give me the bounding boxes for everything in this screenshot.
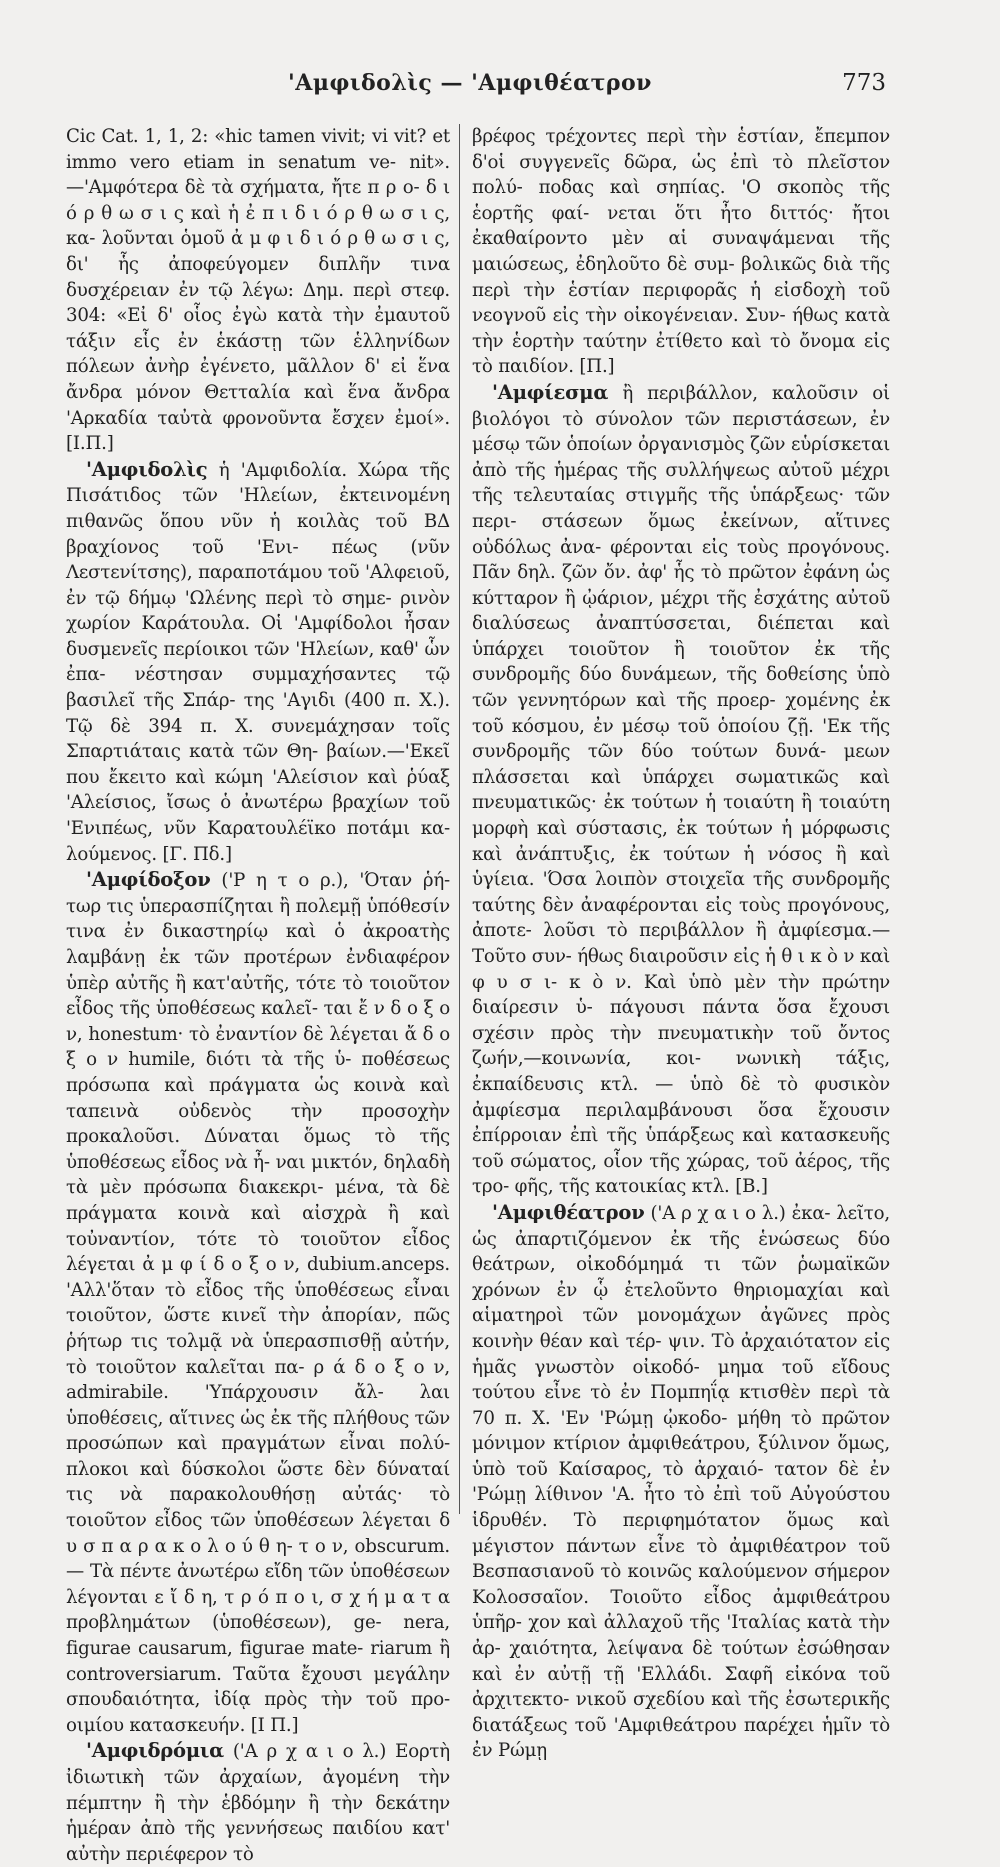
entry-text: ἢ περιβάλλον, καλοῦσιν οἱ βιολόγοι τὸ σύνολον τῶν περιστάσεων, ἐν μέσῳ τῶν ὁποίων ὀργανισμὸς ζῶν εὑρίσκεται ἀπὸ τῆς ἡμέρας τῆς συλλήψεως αὐτοῦ μέχρι τῆς τελευταίας στιγμῆς τῆς ὑπάρξεως· τῶν περι- στάσεων ὅμως ἐκείνων, αἵτινες οὐδόλως ἀνα- φέρονται εἰς τοὺς προγόνους. Πᾶν δηλ. ζῶν ὄν. ἀφ' ἧς τὸ πρῶτον ἐφάνη ὡς κύτταρον ἢ ᾠάριον, μέχρι τῆς ἐσχάτης αὐτοῦ διαλύσεως ἀναπτύσσεται, διέπεται καὶ ὑπάρχει τοιοῦτον ἢ τοιοῦτον ἐκ τῆς συνδρομῆς δύο δυνάμεων, τῆς δοθείσης ὑπὸ τῶν γεννητόρων καὶ τῆς προερ- χομένης ἐκ τοῦ κόσμου, ἐν μέσῳ τοῦ ὁποίου ζῇ. 'Εκ τῆς συνδρομῆς τῶν δύο τούτων δυνά- μεων πλάσσεται καὶ ὑπάρχει σωματικῶς καὶ πνευματικῶς· ἐκ τούτων ἡ τοιαύτη ἢ τοιαύτη μορφὴ καὶ σύστασις, ἐκ τούτων ἡ μόρφωσις καὶ ἀνάπτυξις, ἐκ τούτων ἡ νόσος ἢ καὶ ὑγίεια. 'Όσα λοιπὸν στοιχεῖα τῆς συνδρομῆς ταύτης δὲν ἀναφέρονται εἰς τοὺς προγόνους, ἀποτε- λοῦσι τὸ περιβάλλον ἢ ἀμφίεσμα.—Τοῦτο συν- ήθως διαιροῦσιν εἰς ἡ θ ι κ ὸ ν καὶ φ υ σ ι- κ ὸ ν. Καὶ ὑπὸ μὲν τὴν πρώτην διαίρεσιν ὑ- πάγουσι πάντα ὅσα ἔχουσι σχέσιν πρὸς τὴν πνευματικὴν τοῦ ὄντος ζωήν,—κοινωνία, κοι- νωνικὴ τάξις, ἐκπαίδευσις κτλ. — ὑπὸ δὲ τὸ φυσικὸν ἀμφίεσμα περιλαμβάνουσι ὅσα ἔχουσιν ἐπίρροιαν ἐπὶ τῆς ὑπάρξεως καὶ κατασκευῆς τοῦ σώματος, οἷον τῆς χώρας, τοῦ ἀέρος, τῆς τρο- φῆς, τῆς κατοικίας κτλ. [Β.] bbox=[472, 382, 890, 1198]
entry-text: ('Α ρ χ α ι ο λ.) ἐκα- λεῖτο, ὡς ἀπαρτιζόμενον ἐκ τῆς ἑνώσεως δύο θεάτρων, οἰκοδόμημά τι τῶν ῥωμαϊκῶν χρόνων ἐν ᾧ ἐτελοῦντο θηριομαχίαι καὶ αἱματηροὶ τῶν μονομάχων ἀγῶνες πρὸς κοινὴν θέαν καὶ τέρ- ψιν. Τὸ ἀρχαιότατον εἰς ἡμᾶς γνωστὸν οἰκοδό- μημα τοῦ εἴδους τούτου εἶνε τὸ ἐν Πομπηΐᾳ κτισθὲν περὶ τὰ 70 π. Χ. 'Εν 'Ρώμῃ ᾠκοδο- μήθη τὸ πρῶτον μόνιμον κτίριον ἀμφιθεάτρου, ξύλινον ὅμως, ὑπὸ τοῦ Καίσαρος, τὸ ἀρχαιό- τατον δὲ ἐν 'Ρώμῃ λίθινον 'Α. ἦτο τὸ ἐπὶ τοῦ Αὐγούστου ἱδρυθέν. Τὸ περιφημότατον ὅμως καὶ μέγιστον πάντων εἶνε τὸ ἀμφιθέατρον τοῦ Βεσπασιανοῦ τὸ κοινῶς καλούμενον σήμερον Κολοσσαῖον. Τοιοῦτο εἶδος ἀμφιθεάτρου ὑπῆρ- χον καὶ ἀλλαχοῦ τῆς 'Ιταλίας κατὰ τὴν ἀρ- χαιότητα, λείψανα δὲ τούτων ἐσώθησαν καὶ ἐν αὐτῇ τῇ 'Ελλάδι. Σαφῆ εἰκόνα τοῦ ἀρχιτεκτο- νικοῦ σχεδίου καὶ τῆς ἐσωτερικῆς διατάξεως τοῦ 'Αμφιθεάτρου παρέχει ἡμῖν τὸ ἐν Ρώμῃ bbox=[472, 1202, 890, 1762]
headword: 'Αμφίδοξον bbox=[86, 868, 211, 892]
entry-continuation: Cic Cat. 1, 1, 2: «hic tamen vivit; vi vit? et immo vero etiam in senatum ve- nit».—'Αμφότερα δὲ τὰ σχήματα, ἤτε π ρ ο- δ ι ό ρ θ ω σ ι ς καὶ ἡ ἐ π ι δ ι ό ρ θ ω σ ι ς, κα- λοῦνται ὁμοῦ ἀ μ φ ι δ ι ό ρ θ ω σ ι ς, δι' ἧς ἀποφεύγομεν διπλῆν τινα δυσχέρειαν ἐν τῷ λέγω: Δημ. περὶ στεφ. 304: «Εἰ δ' οἷος ἐγὼ κατὰ τὴν ἐμαυτοῦ τάξιν εἷς ἐν ἑκάστῃ τῶν ἑλληνίδων πόλεων ἀνὴρ ἐγένετο, μᾶλλον δ' εἰ ἕνα ἄνδρα μόνον Θετταλία καὶ ἕνα ἄνδρα 'Αρκαδία ταὐτὰ φρονοῦντα ἔσχεν ἐμοί». [Ι.Π.] bbox=[66, 126, 450, 455]
entry-text: ('Α ρ χ α ι ο λ.) Εορτὴ ἰδιωτικὴ τῶν ἀρχαίων, ἀγομένη τὴν πέμπτην ἢ τὴν ἑβδόμην ἢ τὴν δεκάτην ἡμέραν ἀπὸ τῆς γεννήσεως παιδίου κατ' αὐτὴν περιέφερον τὸ bbox=[66, 1741, 450, 1865]
headword: 'Αμφίεσμα bbox=[492, 380, 609, 404]
headword: 'Αμφιδολὶς bbox=[86, 457, 208, 481]
left-column bbox=[66, 124, 450, 1865]
entry-amfitheatron bbox=[472, 1200, 890, 1764]
entry-continuation: βρέφος τρέχοντες περὶ τὴν ἑστίαν, ἔπεμπον δ'οἱ συγγενεῖς δῶρα, ὡς ἐπὶ τὸ πλεῖστον πολύ- ποδας καὶ σηπίας. 'Ο σκοπὸς τῆς ἑορτῆς φαί- νεται ὅτι ἦτο διττός· ἤτοι ἐκαθαίροντο μὲν αἱ συναψάμεναι τῆς μαιώσεως, ἐδηλοῦτο δὲ συμ- βολικῶς διὰ τῆς περὶ τὴν ἑστίαν περιφορᾶς ἡ εἰσδοχὴ τοῦ νεογνοῦ εἰς τὴν οἰκογένειαν. Συν- ήθως κατὰ τὴν ἑορτὴν ταύτην ἐτίθετο καὶ τὸ ὄνομα εἰς τὸ παιδίον. [Π.] bbox=[472, 126, 890, 378]
entry-amfidoxon bbox=[66, 867, 450, 1738]
running-head bbox=[0, 66, 1000, 106]
headword: 'Αμφιδρόμια bbox=[86, 1739, 224, 1763]
running-title: 'Αμφιδολὶς — 'Αμφιθέατρον bbox=[288, 70, 652, 96]
entry-amfiesma bbox=[472, 380, 890, 1200]
entry-amfidolis bbox=[66, 457, 450, 868]
entry-text: ('Ρ η τ ο ρ.), 'Όταν ῥή- τωρ τις ὑπερασπίζηται ἢ πολεμῇ ὑπόθεσίν τινα ἐν δικαστηρίῳ καὶ ὁ ἀκροατὴς λαμβάνῃ ἐκ τῶν προτέρων ἐνδιαφέρον ὑπὲρ αὐτῆς ἢ κατ'αὐτῆς, τότε τὸ τοιοῦτον εἶδος τῆς ὑποθέσεως καλεῖ- ται ἔ ν δ ο ξ ο ν, honestum· τὸ ἐναντίον δὲ λέγεται ἄ δ ο ξ ο ν humile, διότι τὰ τῆς ὑ- ποθέσεως πρόσωπα καὶ πράγματα ὡς κοινὰ καὶ ταπεινὰ οὐδενὸς τὴν προσοχὴν προκαλοῦσι. Δύναται ὅμως τὸ τῆς ὑποθέσεως εἶδος νὰ ἦ- ναι μικτόν, δηλαδὴ τὰ μὲν πρόσωπα διακεκρι- μένα, τὰ δὲ πράγματα κοινὰ καὶ αἰσχρὰ ἢ καὶ τοὐναντίον, τότε τὸ τοιοῦτον εἶδος λέγεται ἀ μ φ ί δ ο ξ ο ν, dubium.anceps. 'Αλλ'ὅταν τὸ εἶδος τῆς ὑποθέσεως εἶναι τοιοῦτον, ὥστε κινεῖ τὴν ἀπορίαν, πῶς ῥήτωρ τις τολμᾷ νὰ ὑπερασπισθῇ αὐτήν, τὸ τοιοῦτον καλεῖται πα- ρ ά δ ο ξ ο ν, admirabile. 'Υπάρχουσιν ἄλ- λαι ὑποθέσεις, αἵτινες ὡς ἐκ τῆς πλήθους τῶν προσώπων καὶ πραγμάτων εἶναι πολύ- πλοκοι καὶ δύσκολοι ὥστε δὲν δύναταί τις νὰ παρακολουθήσῃ αὐτάς· τὸ τοιοῦτον εἶδος τῶν ὑποθέσεων λέγεται δ υ σ π α ρ α κ ο λ ο ύ θ η- τ ο ν, obscurum. — Τὰ πέντε ἀνωτέρω εἴδη τῶν ὑποθέσεων λέγονται ε ἴ δ η, τ ρ ό π ο ι, σ χ ή μ α τ α προβλημάτων (ὑποθέσεων), ge- nera, figurae causarum, figurae mate- riarum ἢ controversiarum. Ταῦτα ἔχουσι μεγάλην σπουδαιότητα, ἰδίᾳ πρὸς τὴν τοῦ προ- οιμίου κατασκευήν. [Ι Π.] bbox=[66, 870, 450, 1736]
entry-text: ἡ 'Αμφιδολία. Χώρα τῆς Πισάτιδος τῶν 'Ηλείων, ἐκτεινομένη πιθανῶς ὅπου νῦν ἡ κοιλὰς τοῦ ΒΔ βραχίονος τοῦ 'Ενι- πέως (νῦν Λεστενίτσης), παραποτάμου τοῦ 'Αλφειοῦ, ἐν τῷ δήμῳ 'Ωλένης περὶ τὸ σημε- ρινὸν χωρίον Καράτουλα. Οἱ 'Αμφίδολοι ἦσαν δυσμενεῖς περίοικοι τῶν 'Ηλείων, καθ' ὧν ἐπα- νέστησαν συμμαχήσαντες τῷ βασιλεῖ τῆς Σπάρ- της 'Αγιδι (400 π. Χ.). Τῷ δὲ 394 π. Χ. συνεμάχησαν τοῖς Σπαρτιάταις κατὰ τῶν Θη- βαίων.—'Εκεῖ που ἔκειτο καὶ κώμη 'Αλείσιον καὶ ῥύαξ 'Αλείσιος, ἴσως ὁ ἀνωτέρω βραχίων τοῦ 'Ενιπέως, νῦν Καρατουλέϊκο ποτάμι κα- λούμενος. [Γ. Πδ.] bbox=[66, 459, 450, 865]
headword: 'Αμφιθέατρον bbox=[492, 1200, 645, 1224]
column-divider bbox=[459, 124, 460, 1514]
page-number: 773 bbox=[842, 70, 886, 96]
entry-amfidromia bbox=[66, 1738, 450, 1867]
right-column bbox=[472, 124, 890, 1762]
